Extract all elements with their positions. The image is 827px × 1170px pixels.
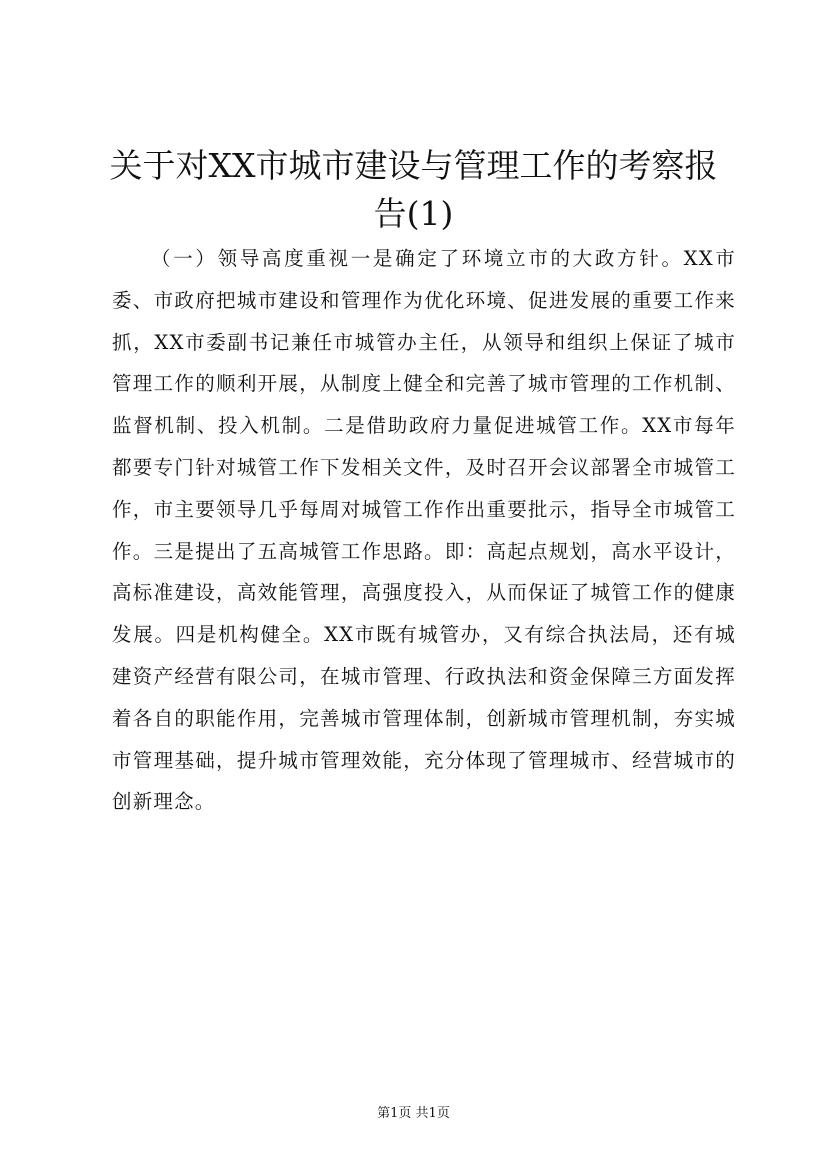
page-footer: 第1页 共1页 xyxy=(377,1106,450,1121)
body-paragraph: （一）领导高度重视一是确定了环境立市的大政方针。XX市委、市政府把城市建设和管理作为优化环境、促进发展的重要工作来抓，XX市委副书记兼任市城管办主任，从领导和组织上保证了城市管理工作的顺利开展，从制度上健全和完善了城市管理的工作机制、监督机制、投入机制。二是借助政府力量促进城管工作。XX市每年都要专门针对城管工作下发相关文件，及时召开会议部署全市城管工作，市主要领导几乎每周对城管工作作出重要批示，指导全市城管工作。三是提出了五高城管工作思路。即：高起点规划，高水平设计，高标准建设，高效能管理，高强度投入，从而保证了城管工作的健康发展。四是机构健全。XX市既有城管办，又有综合执法局，还有城建资产经营有限公司，在城市管理、行政执法和资金保障三方面发挥着各自的职能作用，完善城市管理体制，创新城市管理机制，夯实城市管理基础，提升城市管理效能，充分体现了管理城市、经营城市的创新理念。 xyxy=(112,247,736,814)
document-title: 关于对XX市城市建设与管理工作的考察报告(1) xyxy=(109,146,718,233)
